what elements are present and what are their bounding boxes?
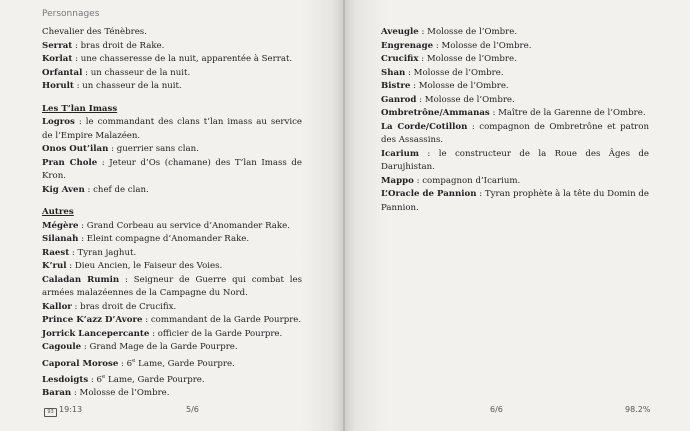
left-text-column bbox=[42, 26, 302, 401]
character-description: : Molosse de l’Ombre. bbox=[71, 388, 170, 399]
character-entry bbox=[42, 143, 302, 157]
character-entry bbox=[42, 80, 302, 94]
character-name: Ganrod bbox=[381, 94, 417, 105]
clock-time: 19:13 bbox=[59, 405, 83, 414]
character-description: : compagnon d’Icarium. bbox=[413, 175, 521, 186]
character-description: : Molosse de l’Ombre. bbox=[418, 54, 517, 64]
character-description: : Tyran jaghut. bbox=[69, 247, 137, 258]
ordinal-suffix: e bbox=[102, 373, 106, 380]
character-name: Caporal Morose bbox=[42, 358, 119, 369]
character-entry bbox=[381, 26, 649, 40]
character-description: : officier de la Garde Pourpre. bbox=[149, 328, 283, 339]
character-description: : un chasseur de la nuit. bbox=[73, 81, 182, 91]
character-description: : Dieu Ancien, le Faiseur des Voies. bbox=[66, 261, 223, 271]
character-entry bbox=[42, 26, 302, 40]
character-description: : Seigneur de Guerre qui combat les armées malazéennes de la Campagne du Nord. bbox=[42, 274, 302, 298]
reading-progress: 98.2% bbox=[625, 405, 651, 414]
running-head: Personnages bbox=[42, 9, 100, 19]
character-name: Shan bbox=[381, 67, 406, 78]
character-description: : Grand Corbeau au service d’Anomander Rake. bbox=[78, 220, 290, 231]
character-description: : Tyran prophète à la tête du Domin de Pannion. bbox=[381, 189, 650, 213]
character-entry bbox=[381, 121, 649, 148]
character-name: Mégère bbox=[42, 220, 79, 231]
character-entry bbox=[42, 355, 302, 371]
character-name: Cagoule bbox=[42, 342, 82, 352]
character-description: : compagnon de Ombretrône et patron des Assassins. bbox=[381, 121, 649, 145]
character-description: : Molosse de l’Ombre. bbox=[433, 40, 532, 51]
character-entry bbox=[42, 328, 302, 342]
character-description: : bras droit de Rake. bbox=[72, 40, 165, 51]
character-name: Logros bbox=[42, 117, 75, 127]
character-name: Raest bbox=[42, 247, 70, 258]
character-name: Bistre bbox=[381, 81, 411, 91]
character-name: Prince K’azz D’Avore bbox=[42, 315, 143, 325]
character-entry bbox=[42, 220, 302, 234]
character-entry bbox=[381, 40, 649, 54]
character-description: : chef de clan. bbox=[84, 184, 149, 195]
character-entry bbox=[42, 274, 302, 301]
character-description: : Molosse de l’Ombre. bbox=[416, 94, 515, 105]
status-clock bbox=[44, 405, 82, 417]
character-description: : Molosse de l’Ombre. bbox=[410, 81, 509, 91]
character-name: Ombretrône/Ammanas bbox=[381, 108, 490, 118]
character-entry bbox=[42, 371, 302, 387]
ordinal-suffix: e bbox=[132, 357, 136, 364]
character-name: Crucifix bbox=[381, 54, 419, 64]
character-description: : le constructeur de la Roue des Âges de Darujhistan. bbox=[381, 148, 649, 172]
character-description: : Eleint compagne d’Anomander Rake. bbox=[78, 234, 250, 244]
character-description: : un chasseur de la nuit. bbox=[82, 67, 191, 78]
character-entry bbox=[42, 67, 302, 81]
character-description: : commandant de la Garde Pourpre. bbox=[142, 315, 302, 325]
character-name: La Corde/Cotillon bbox=[381, 121, 468, 132]
character-entry bbox=[42, 116, 302, 143]
right-text-column bbox=[381, 26, 649, 215]
right-page-number: 6/6 bbox=[490, 405, 503, 414]
character-description: : Molosse de l’Ombre. bbox=[418, 27, 518, 37]
character-entry bbox=[381, 53, 649, 67]
character-entry bbox=[381, 148, 649, 175]
section-title-autres: Autres bbox=[42, 207, 74, 217]
character-entry bbox=[42, 184, 302, 198]
character-name: Caladan Rumin bbox=[42, 274, 120, 285]
character-entry bbox=[42, 314, 302, 328]
character-entry bbox=[381, 175, 649, 189]
character-description: : bras droit de Crucifix. bbox=[71, 301, 177, 312]
tlan-imass-list bbox=[42, 116, 302, 197]
character-entry bbox=[42, 260, 302, 274]
character-name: Silanah bbox=[42, 234, 79, 244]
character-name: Orfantal bbox=[42, 67, 83, 78]
character-description-tail: Lame, Garde Pourpre. bbox=[135, 358, 235, 369]
character-entry bbox=[381, 94, 649, 108]
character-description: : Grand Mage de la Garde Pourpre. bbox=[81, 342, 238, 352]
character-entry bbox=[42, 53, 302, 67]
character-name: Aveugle bbox=[381, 27, 419, 37]
intro-list bbox=[42, 26, 302, 94]
character-name: L’Oracle de Pannion bbox=[381, 189, 477, 199]
character-name: Kig Aven bbox=[42, 184, 85, 195]
character-name: Serrat bbox=[42, 40, 73, 51]
character-name: K’rul bbox=[42, 261, 67, 271]
character-description: : une chasseresse de la nuit, apparentée à Serrat. bbox=[72, 54, 293, 64]
character-name: Icarium bbox=[381, 148, 419, 159]
character-entry bbox=[381, 188, 649, 215]
character-entry bbox=[42, 247, 302, 261]
character-description: : Maître de la Garenne de l’Ombre. bbox=[489, 108, 646, 118]
character-name: Pran Chole bbox=[42, 157, 98, 168]
character-entry bbox=[42, 157, 302, 184]
character-entry bbox=[42, 301, 302, 315]
character-description: : guerrier sans clan. bbox=[108, 144, 199, 154]
character-name: Mappo bbox=[381, 175, 414, 186]
character-name: Engrenage bbox=[381, 40, 434, 51]
character-name: Kallor bbox=[42, 301, 72, 312]
character-description: Chevalier des Ténèbres. bbox=[42, 27, 147, 37]
right-entries-list bbox=[381, 26, 649, 215]
character-name: Lesdoigts bbox=[42, 374, 89, 385]
character-description: : le commandant des clans t’lan imass au service de l’Empire Malazéen. bbox=[42, 117, 302, 141]
character-entry bbox=[42, 233, 302, 247]
character-description: : Jeteur d’Os (chamane) des T’lan Imass de Kron. bbox=[42, 157, 302, 181]
character-entry bbox=[42, 341, 302, 355]
character-entry bbox=[381, 67, 649, 81]
character-description: : 6 bbox=[88, 374, 102, 385]
autres-list bbox=[42, 220, 302, 401]
character-description: : 6 bbox=[118, 358, 133, 369]
character-description-tail: Lame, Garde Pourpre. bbox=[105, 374, 205, 385]
battery-icon: 93 bbox=[44, 408, 57, 417]
character-name: Baran bbox=[42, 388, 72, 399]
character-entry bbox=[381, 107, 649, 121]
character-name: Horult bbox=[42, 81, 74, 91]
left-page[interactable] bbox=[0, 0, 343, 431]
left-page-number: 5/6 bbox=[186, 405, 199, 414]
character-entry bbox=[381, 80, 649, 94]
character-entry bbox=[42, 40, 302, 54]
character-description: : Molosse de l’Ombre. bbox=[405, 67, 504, 78]
character-name: Onos Out’ilan bbox=[42, 144, 109, 154]
character-entry bbox=[42, 387, 302, 401]
character-name: Jorrick Lancepercante bbox=[42, 328, 150, 339]
section-title-tlan-imass: Les T’lan Imass bbox=[42, 103, 118, 114]
character-name: Korlat bbox=[42, 54, 73, 64]
